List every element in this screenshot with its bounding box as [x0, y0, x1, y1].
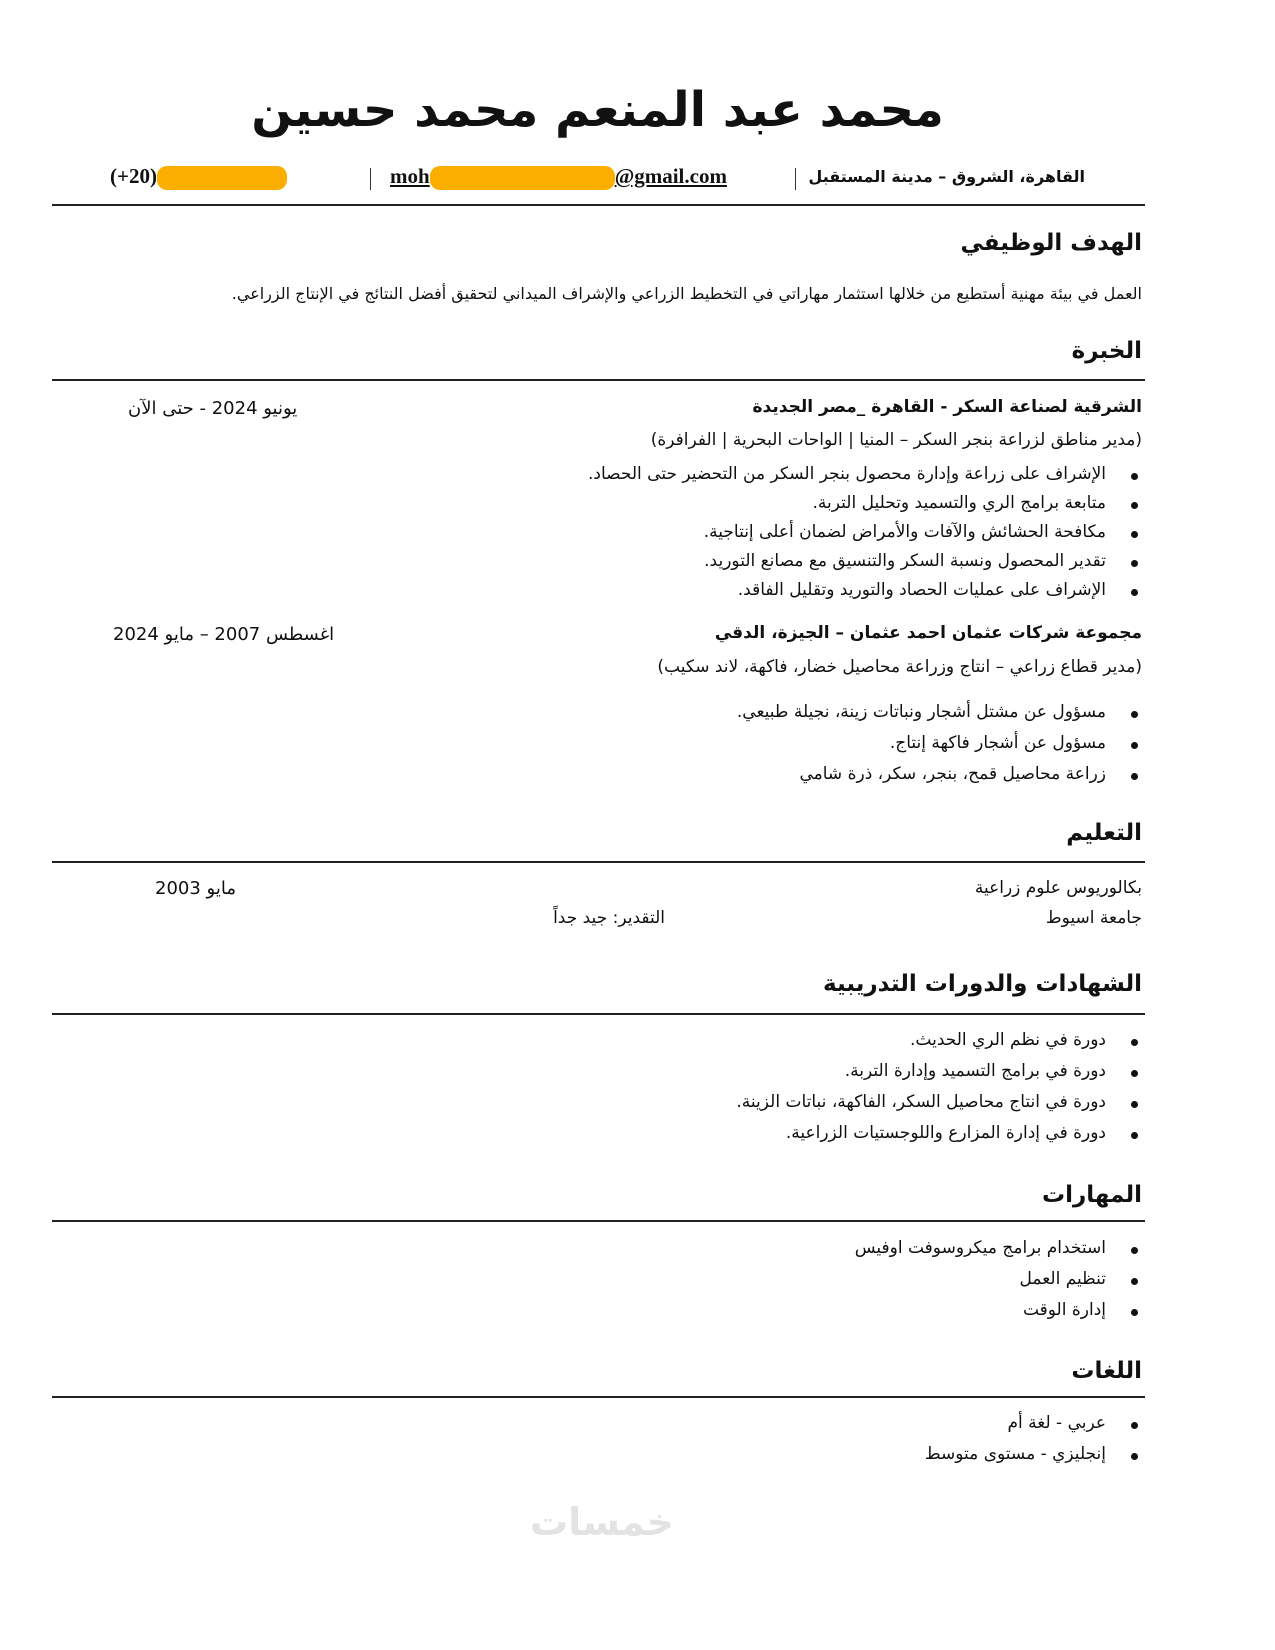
section-divider	[52, 1220, 1145, 1222]
job-company: مجموعة شركات عثمان احمد عثمان – الجيزة، الدقي	[714, 623, 1142, 643]
separator	[370, 168, 371, 190]
list-item: إدارة الوقت	[855, 1296, 1106, 1327]
objective-heading: الهدف الوظيفي	[960, 230, 1142, 256]
list-item: الإشراف على زراعة وإدارة محصول بنجر السكر من التحضير حتى الحصاد.	[588, 460, 1106, 489]
list-item: عربي - لغة أم	[925, 1409, 1106, 1440]
job-role: (مدير قطاع زراعي – انتاج وزراعة محاصيل خضار، فاكهة، لاند سكيب)	[657, 657, 1142, 677]
languages-list	[925, 1409, 1142, 1471]
list-item: دورة في برامج التسميد وإدارة التربة.	[736, 1057, 1106, 1088]
watermark-logo: خمسات	[530, 1500, 674, 1544]
grade: التقدير: جيد جداً	[553, 908, 665, 928]
candidate-name: محمد عبد المنعم محمد حسين	[251, 82, 944, 138]
location: القاهرة، الشروق – مدينة المستقبل	[808, 167, 1085, 186]
list-item: مكافحة الحشائش والآفات والأمراض لضمان أعلى إنتاجية.	[588, 518, 1106, 547]
degree: بكالوريوس علوم زراعية	[974, 878, 1142, 898]
email-suffix: @gmail.com	[614, 164, 727, 188]
phone-prefix: (+20)	[110, 164, 157, 188]
experience-heading: الخبرة	[1071, 338, 1142, 364]
email-link[interactable]	[390, 164, 727, 190]
list-item: دورة في انتاج محاصيل السكر، الفاكهة، نباتات الزينة.	[736, 1088, 1106, 1119]
graduation-date: مايو 2003	[155, 878, 236, 899]
job-date: اغسطس 2007 – مايو 2024	[113, 624, 335, 645]
job-duties	[737, 698, 1142, 791]
list-item: استخدام برامج ميكروسوفت اوفيس	[855, 1234, 1106, 1265]
redacted-email	[430, 166, 615, 190]
job-date: يونيو 2024 - حتى الآن	[128, 398, 298, 419]
phone	[110, 164, 287, 190]
list-item: تقدير المحصول ونسبة السكر والتنسيق مع مصانع التوريد.	[588, 547, 1106, 576]
job-role: (مدير مناطق لزراعة بنجر السكر – المنيا | الواحات البحرية | الفرافرة)	[650, 430, 1142, 450]
list-item: الإشراف على عمليات الحصاد والتوريد وتقليل الفاقد.	[588, 576, 1106, 605]
email-prefix: moh	[390, 164, 430, 188]
list-item: دورة في إدارة المزارع واللوجستيات الزراعية.	[736, 1119, 1106, 1150]
skills-heading: المهارات	[1042, 1182, 1142, 1208]
list-item: دورة في نظم الري الحديث.	[736, 1026, 1106, 1057]
list-item: تنظيم العمل	[855, 1265, 1106, 1296]
redacted-phone	[157, 166, 287, 190]
section-divider	[52, 379, 1145, 381]
certificates-list	[736, 1026, 1142, 1150]
list-item: مسؤول عن مشتل أشجار ونباتات زينة، نجيلة طبيعي.	[737, 698, 1106, 729]
objective-text: العمل في بيئة مهنية أستطيع من خلالها استثمار مهاراتي في التخطيط الزراعي والإشراف الميداني لتحقيق أفضل النتائج في الإنتاج الزراعي.	[231, 284, 1142, 303]
list-item: مسؤول عن أشجار فاكهة إنتاج.	[737, 729, 1106, 760]
job-company: الشرقية لصناعة السكر - القاهرة _مصر الجديدة	[752, 397, 1142, 417]
section-divider	[52, 1013, 1145, 1015]
university: جامعة اسيوط	[1045, 908, 1142, 928]
languages-heading: اللغات	[1071, 1358, 1142, 1384]
list-item: متابعة برامج الري والتسميد وتحليل التربة.	[588, 489, 1106, 518]
certificates-heading: الشهادات والدورات التدريبية	[823, 971, 1142, 997]
skills-list	[855, 1234, 1142, 1327]
separator	[795, 168, 796, 190]
section-divider	[52, 861, 1145, 863]
section-divider	[52, 1396, 1145, 1398]
education-heading: التعليم	[1066, 820, 1142, 846]
list-item: إنجليزي - مستوى متوسط	[925, 1440, 1106, 1471]
job-duties	[588, 460, 1142, 605]
header-divider	[52, 204, 1145, 206]
list-item: زراعة محاصيل قمح، بنجر، سكر، ذرة شامي	[737, 760, 1106, 791]
